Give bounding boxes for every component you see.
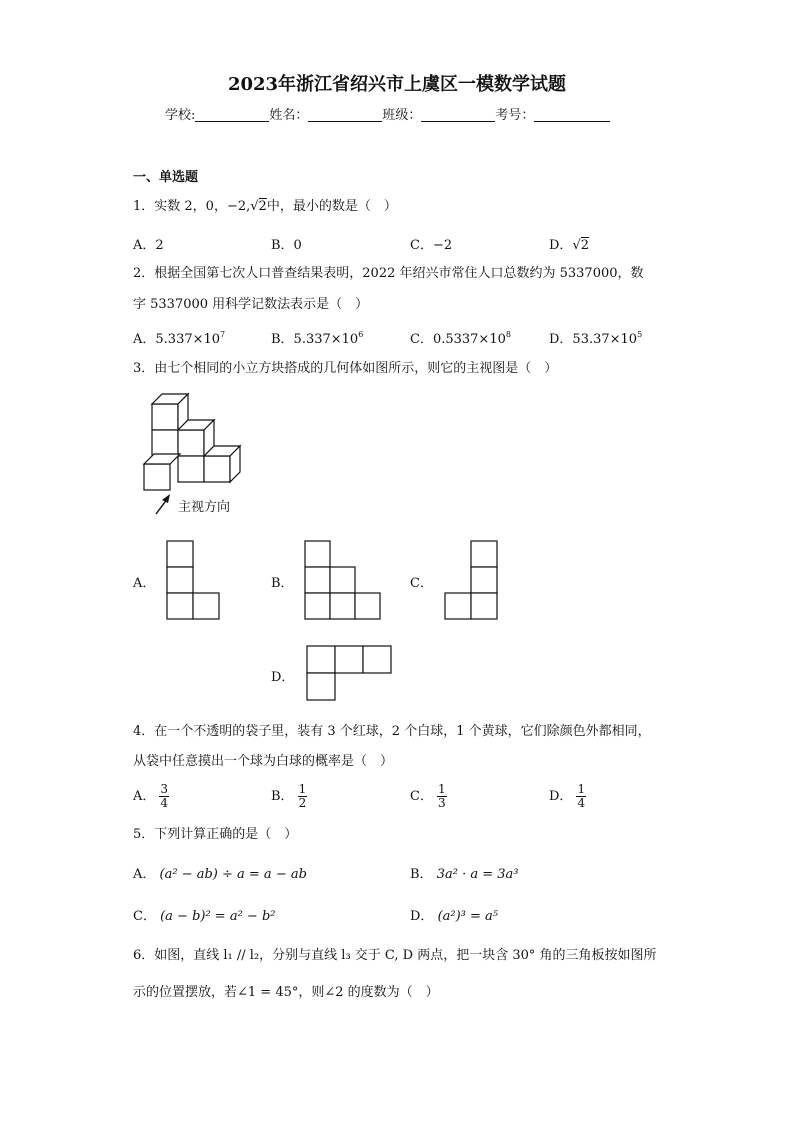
class-label: 班级： bbox=[382, 108, 422, 123]
q1-stem-post: 中，最小的数是（ ） bbox=[266, 199, 397, 214]
q4-option-a-fraction bbox=[159, 783, 169, 810]
question-4-stem-line2: 从袋中任意摸出一个球为白球的概率是（ ） bbox=[133, 754, 394, 769]
q4-option-d-fraction bbox=[576, 783, 586, 810]
q4-option-d bbox=[549, 783, 586, 810]
q5-option-a-expr: (a² − ab) ÷ a = a − ab bbox=[159, 867, 307, 882]
q4-option-a-label: A． bbox=[133, 789, 156, 804]
q5-option-d-expr: (a²)³ = a⁵ bbox=[437, 909, 499, 924]
q5-option-b-label: B． bbox=[410, 867, 433, 882]
q2-option-c bbox=[410, 328, 511, 347]
question-5-stem: 5．下列计算正确的是（ ） bbox=[133, 827, 298, 842]
question-2-stem-line1: 2．根据全国第七次人口普查结果表明，2022 年绍兴市常住人口总数约为 5337000，数 bbox=[133, 266, 644, 281]
q5-option-a-label: A． bbox=[133, 867, 156, 882]
q4-option-b-fraction bbox=[298, 783, 308, 810]
q3-option-c-figure bbox=[444, 540, 500, 622]
q5-option-c bbox=[133, 905, 276, 924]
exam-no-label: 考号： bbox=[495, 108, 535, 123]
name-blank bbox=[308, 107, 382, 122]
q3-option-b-label: B． bbox=[271, 576, 294, 591]
fraction-numerator: 3 bbox=[160, 782, 169, 796]
q4-option-c-fraction bbox=[437, 783, 447, 810]
fraction-numerator: 1 bbox=[298, 782, 307, 796]
question-2-stem-line2: 字 5337000 用科学记数法表示是（ ） bbox=[133, 297, 369, 312]
q2-option-b-exp: 6 bbox=[358, 330, 364, 339]
sqrt-symbol: √ bbox=[250, 199, 259, 214]
q3-option-d-figure bbox=[306, 645, 396, 703]
q3-option-a-label: A． bbox=[133, 576, 156, 591]
q1-sqrt-arg: 2 bbox=[258, 199, 267, 214]
q2-option-b bbox=[271, 328, 363, 347]
student-info-line bbox=[165, 104, 610, 123]
q3-option-a-figure bbox=[166, 540, 222, 622]
q2-option-c-label: C．0.5337×10 bbox=[410, 332, 506, 347]
q5-option-d-label: D． bbox=[410, 909, 434, 924]
q3-option-d-label: D． bbox=[271, 670, 295, 685]
q2-option-c-exp: 8 bbox=[505, 330, 511, 339]
q5-option-b bbox=[410, 863, 518, 882]
school-blank bbox=[195, 107, 269, 122]
fraction-numerator: 1 bbox=[577, 782, 586, 796]
q5-option-b-expr: 3a² · a = 3a³ bbox=[436, 867, 519, 882]
name-label: 姓名： bbox=[269, 108, 309, 123]
q1-option-b: B．0 bbox=[271, 238, 302, 253]
view-direction-label: 主视方向 bbox=[178, 500, 231, 515]
question-3-stem: 3．由七个相同的小立方块搭成的几何体如图所示，则它的主视图是（ ） bbox=[133, 361, 558, 376]
q5-option-c-label: C． bbox=[133, 909, 156, 924]
q1-option-c: C．−2 bbox=[410, 238, 453, 253]
fraction-denominator: 4 bbox=[160, 796, 169, 810]
sqrt-symbol: √ bbox=[572, 238, 581, 253]
q4-option-b bbox=[271, 783, 307, 810]
q5-option-d bbox=[410, 905, 498, 924]
school-label: 学校: bbox=[165, 108, 196, 123]
q4-option-a bbox=[133, 783, 169, 810]
question-1-stem bbox=[133, 197, 397, 217]
section-heading: 一、单选题 bbox=[133, 170, 199, 185]
q1-option-a: A．2 bbox=[133, 238, 164, 253]
exam-no-blank bbox=[534, 107, 610, 122]
fraction-denominator: 3 bbox=[437, 796, 446, 810]
q2-option-a-exp: 7 bbox=[220, 330, 226, 339]
question-6-stem-line1: 6．如图，直线 l₁ // l₂，分别与直线 l₃ 交于 C, D 两点，把一块含 30° 角的三角板按如图所 bbox=[133, 948, 657, 963]
q1-option-d-arg: 2 bbox=[580, 238, 590, 253]
page-title: 2023年浙江省绍兴市上虞区一模数学试题 bbox=[227, 74, 567, 95]
class-blank bbox=[421, 107, 495, 122]
q3-option-b-figure bbox=[304, 540, 384, 622]
q2-option-d-exp: 5 bbox=[637, 330, 643, 339]
q3-option-c-label: C． bbox=[410, 576, 433, 591]
fraction-denominator: 2 bbox=[298, 796, 307, 810]
fraction-denominator: 4 bbox=[577, 796, 586, 810]
q4-option-b-label: B． bbox=[271, 789, 294, 804]
q4-option-d-label: D． bbox=[549, 789, 573, 804]
q4-option-c bbox=[410, 783, 447, 810]
q5-option-c-expr: (a − b)² = a² − b² bbox=[160, 909, 276, 924]
question-6-stem-line2: 示的位置摆放，若∠1 = 45°，则∠2 的度数为（ ） bbox=[133, 985, 439, 1000]
question-4-stem-line1: 4．在一个不透明的袋子里，装有 3 个红球，2 个白球，1 个黄球，它们除颜色外都相同， bbox=[133, 724, 651, 739]
q4-option-c-label: C． bbox=[410, 789, 433, 804]
q1-option-d bbox=[549, 234, 589, 253]
q1-option-d-label: D． bbox=[549, 238, 573, 253]
fraction-numerator: 1 bbox=[437, 782, 446, 796]
q2-option-a-label: A．5.337×10 bbox=[133, 332, 221, 347]
q2-option-d-label: D．53.37×10 bbox=[549, 332, 638, 347]
q5-option-a bbox=[133, 863, 307, 882]
q2-option-b-label: B．5.337×10 bbox=[271, 332, 359, 347]
q1-stem-pre: 1．实数 2，0，−2, bbox=[133, 199, 251, 214]
q2-option-d bbox=[549, 328, 642, 347]
q2-option-a bbox=[133, 328, 225, 347]
